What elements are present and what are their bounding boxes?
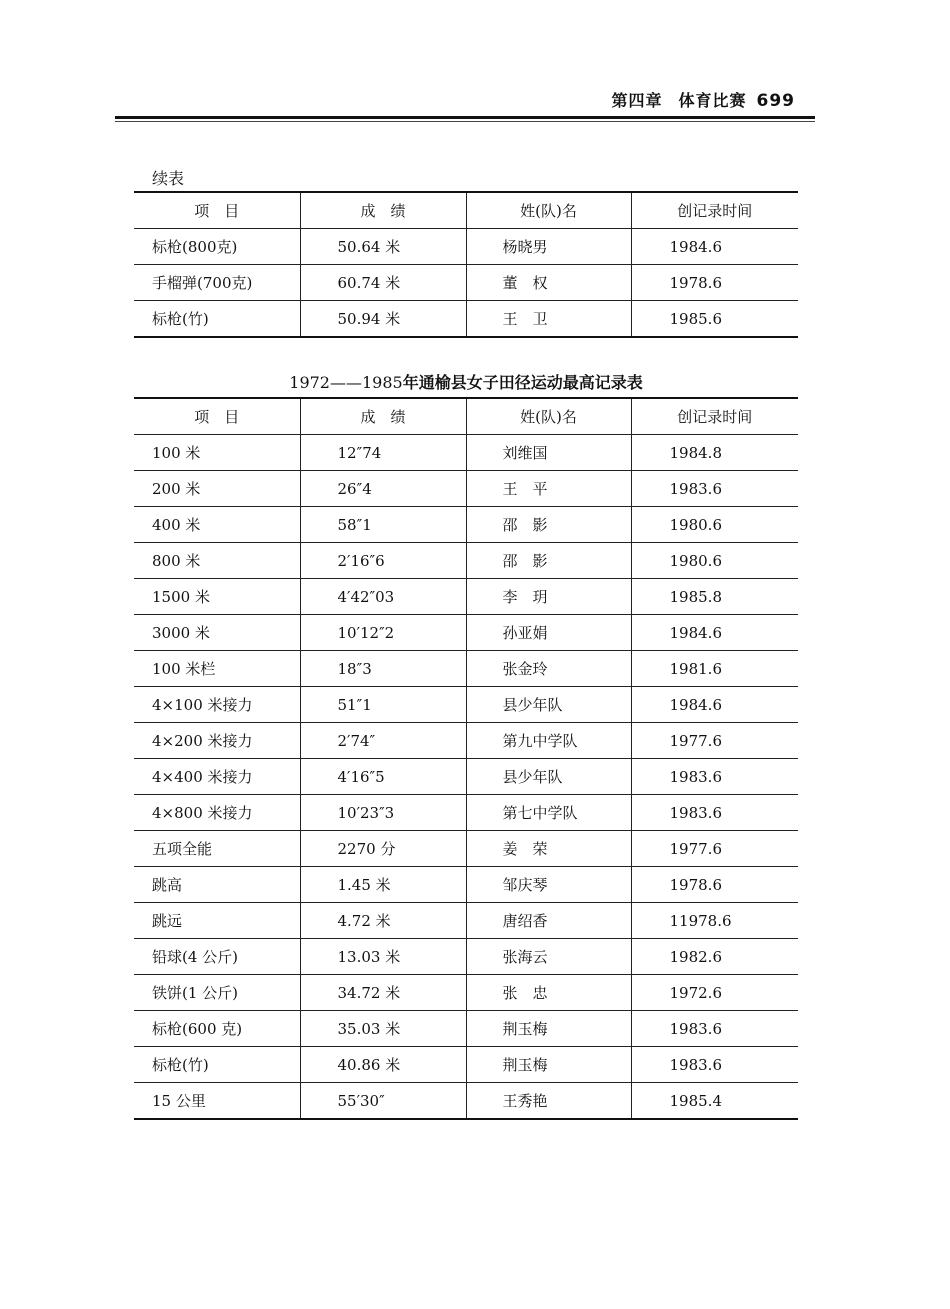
cell-event: 4×400 米接力 xyxy=(134,759,300,795)
continued-records-table xyxy=(134,191,798,338)
cell-name: 张金玲 xyxy=(466,651,631,687)
cell-date: 1984.6 xyxy=(631,615,798,651)
cell-date: 1983.6 xyxy=(631,795,798,831)
table-row xyxy=(134,435,798,471)
cell-event: 100 米 xyxy=(134,435,300,471)
table-row xyxy=(134,831,798,867)
womens-records-table xyxy=(134,397,798,1120)
cell-name: 孙亚娟 xyxy=(466,615,631,651)
cell-result: 4′42″03 xyxy=(300,579,466,615)
table-row xyxy=(134,265,798,301)
cell-result: 50.64 米 xyxy=(300,229,466,265)
table-row xyxy=(134,1047,798,1083)
cell-event: 标枪(竹) xyxy=(134,1047,300,1083)
cell-event: 4×100 米接力 xyxy=(134,687,300,723)
table-row xyxy=(134,1083,798,1120)
table-title-years: 1972——1985 xyxy=(289,373,403,392)
cell-date: 1972.6 xyxy=(631,975,798,1011)
cell-name: 姜 荣 xyxy=(466,831,631,867)
cell-name: 杨晓男 xyxy=(466,229,631,265)
column-header-result: 成 绩 xyxy=(300,192,466,229)
running-header xyxy=(611,88,795,111)
chapter-label: 第四章 xyxy=(611,91,663,110)
table-row xyxy=(134,723,798,759)
cell-name: 县少年队 xyxy=(466,759,631,795)
cell-result: 2270 分 xyxy=(300,831,466,867)
cell-name: 邵 影 xyxy=(466,507,631,543)
cell-date: 1983.6 xyxy=(631,1011,798,1047)
page-number: 699 xyxy=(756,91,795,111)
table-row xyxy=(134,507,798,543)
cell-event: 手榴弹(700克) xyxy=(134,265,300,301)
cell-event: 400 米 xyxy=(134,507,300,543)
cell-date: 1985.8 xyxy=(631,579,798,615)
cell-date: 1982.6 xyxy=(631,939,798,975)
cell-date: 1983.6 xyxy=(631,759,798,795)
cell-date: 1980.6 xyxy=(631,507,798,543)
cell-event: 4×200 米接力 xyxy=(134,723,300,759)
cell-result: 1.45 米 xyxy=(300,867,466,903)
cell-result: 2′16″6 xyxy=(300,543,466,579)
table-row xyxy=(134,1011,798,1047)
table-row xyxy=(134,687,798,723)
table-row xyxy=(134,975,798,1011)
cell-event: 标枪(600 克) xyxy=(134,1011,300,1047)
table-row xyxy=(134,939,798,975)
column-header-result: 成 绩 xyxy=(300,398,466,435)
cell-result: 34.72 米 xyxy=(300,975,466,1011)
cell-name: 唐绍香 xyxy=(466,903,631,939)
cell-date: 1980.6 xyxy=(631,543,798,579)
cell-name: 邵 影 xyxy=(466,543,631,579)
cell-date: 1985.6 xyxy=(631,301,798,338)
table-header-row xyxy=(134,398,798,435)
table-row xyxy=(134,471,798,507)
cell-date: 1978.6 xyxy=(631,867,798,903)
cell-date: 1977.6 xyxy=(631,831,798,867)
column-header-name: 姓(队)名 xyxy=(466,192,631,229)
cell-result: 55′30″ xyxy=(300,1083,466,1120)
cell-date: 1983.6 xyxy=(631,1047,798,1083)
cell-result: 51″1 xyxy=(300,687,466,723)
section-label: 体育比赛 xyxy=(678,91,747,110)
cell-event: 15 公里 xyxy=(134,1083,300,1120)
cell-date: 1984.6 xyxy=(631,229,798,265)
cell-date: 1978.6 xyxy=(631,265,798,301)
cell-event: 跳远 xyxy=(134,903,300,939)
cell-name: 王 平 xyxy=(466,471,631,507)
cell-name: 刘维国 xyxy=(466,435,631,471)
cell-name: 县少年队 xyxy=(466,687,631,723)
cell-result: 2′74″ xyxy=(300,723,466,759)
cell-event: 跳高 xyxy=(134,867,300,903)
cell-name: 邹庆琴 xyxy=(466,867,631,903)
cell-result: 10′12″2 xyxy=(300,615,466,651)
cell-result: 40.86 米 xyxy=(300,1047,466,1083)
cell-name: 荆玉梅 xyxy=(466,1011,631,1047)
header-rule-thin xyxy=(115,121,815,122)
continued-table-label: 续表 xyxy=(152,169,185,188)
table-row xyxy=(134,867,798,903)
cell-event: 200 米 xyxy=(134,471,300,507)
table-row xyxy=(134,229,798,265)
table-header-row xyxy=(134,192,798,229)
header-rule-thick xyxy=(115,116,815,119)
cell-event: 标枪(竹) xyxy=(134,301,300,338)
cell-event: 3000 米 xyxy=(134,615,300,651)
table-row xyxy=(134,651,798,687)
cell-result: 26″4 xyxy=(300,471,466,507)
cell-name: 王秀艳 xyxy=(466,1083,631,1120)
column-header-event: 项 目 xyxy=(134,192,300,229)
cell-result: 18″3 xyxy=(300,651,466,687)
cell-name: 王 卫 xyxy=(466,301,631,338)
cell-result: 58″1 xyxy=(300,507,466,543)
table-row xyxy=(134,579,798,615)
cell-event: 铁饼(1 公斤) xyxy=(134,975,300,1011)
cell-date: 1981.6 xyxy=(631,651,798,687)
column-header-date: 创记录时间 xyxy=(631,398,798,435)
cell-result: 4.72 米 xyxy=(300,903,466,939)
cell-date: 1985.4 xyxy=(631,1083,798,1120)
table-row xyxy=(134,615,798,651)
cell-date: 11978.6 xyxy=(631,903,798,939)
table-title xyxy=(134,370,798,393)
column-header-name: 姓(队)名 xyxy=(466,398,631,435)
cell-event: 800 米 xyxy=(134,543,300,579)
cell-name: 第九中学队 xyxy=(466,723,631,759)
cell-event: 100 米栏 xyxy=(134,651,300,687)
cell-name: 荆玉梅 xyxy=(466,1047,631,1083)
cell-name: 李 玥 xyxy=(466,579,631,615)
cell-event: 标枪(800克) xyxy=(134,229,300,265)
column-header-date: 创记录时间 xyxy=(631,192,798,229)
cell-result: 35.03 米 xyxy=(300,1011,466,1047)
table-row xyxy=(134,543,798,579)
cell-result: 60.74 米 xyxy=(300,265,466,301)
column-header-event: 项 目 xyxy=(134,398,300,435)
cell-date: 1984.8 xyxy=(631,435,798,471)
cell-result: 12″74 xyxy=(300,435,466,471)
cell-name: 董 权 xyxy=(466,265,631,301)
cell-event: 铅球(4 公斤) xyxy=(134,939,300,975)
cell-date: 1983.6 xyxy=(631,471,798,507)
cell-result: 50.94 米 xyxy=(300,301,466,338)
cell-date: 1977.6 xyxy=(631,723,798,759)
table-title-text: 年通榆县女子田径运动最高记录表 xyxy=(402,373,643,392)
table-row xyxy=(134,903,798,939)
table-row xyxy=(134,759,798,795)
cell-name: 张 忠 xyxy=(466,975,631,1011)
cell-result: 10′23″3 xyxy=(300,795,466,831)
cell-event: 五项全能 xyxy=(134,831,300,867)
cell-date: 1984.6 xyxy=(631,687,798,723)
cell-event: 1500 米 xyxy=(134,579,300,615)
cell-result: 13.03 米 xyxy=(300,939,466,975)
table-row xyxy=(134,301,798,338)
cell-name: 第七中学队 xyxy=(466,795,631,831)
cell-result: 4′16″5 xyxy=(300,759,466,795)
cell-event: 4×800 米接力 xyxy=(134,795,300,831)
cell-name: 张海云 xyxy=(466,939,631,975)
table-row xyxy=(134,795,798,831)
